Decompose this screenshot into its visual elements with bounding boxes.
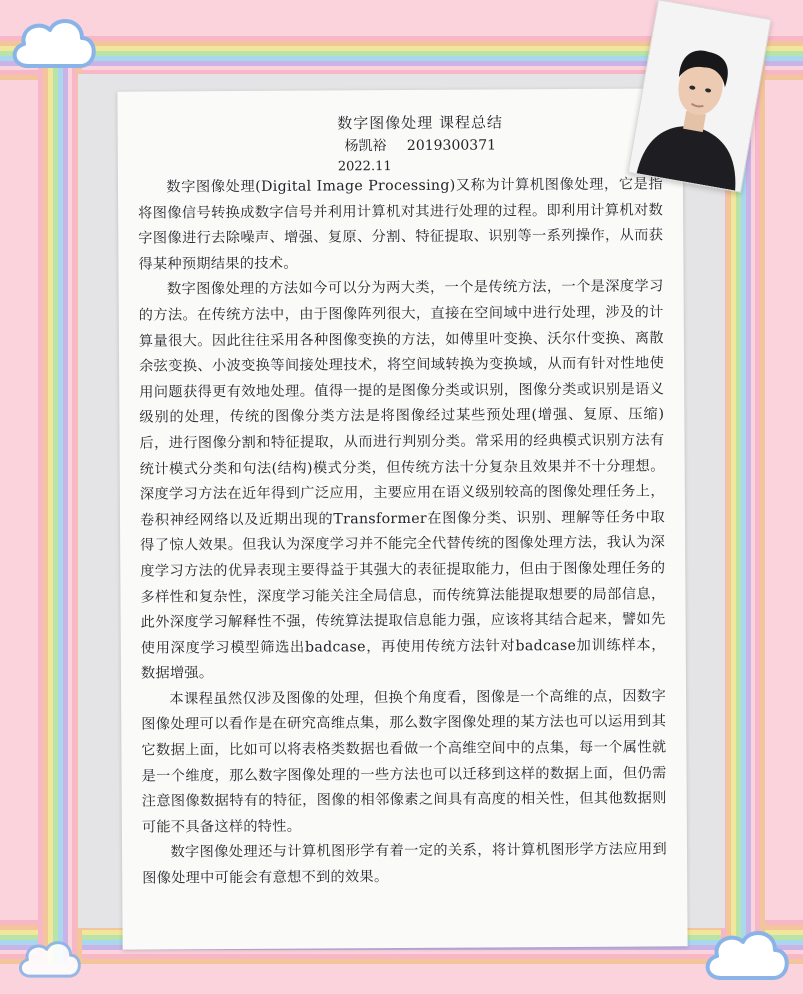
paragraph-1: 数字图像处理(Digital Image Processing)又称为计算机图像处理，它是指将图像信号转换成数字信号并利用计算机对其进行处理的过程。即利用计算机对数字图像进行去除噪声、增强、复原、分割、特征提取、识别等一系列操作，从而获得某种预期结果的技术。	[138, 176, 664, 273]
handwritten-paper	[117, 88, 687, 949]
paragraph-3: 本课程虽然仅涉及图像的处理，但换个角度看，图像是一个高维的点，因数字图像处理可以看作是在研究高维点集，那么数字图像处理的某方法也可以运用到其它数据上面，比如可以将表格类数据也看做一个高维空间中的点集，每一个属性就是一个维度，那么数字图像处理的一些方法也可以迁移到这样的数据上面，但仍需注意图像数据特有的特征，图像的相邻像素之间具有高度的相关性，但其他数据则可能不具备这样的特性。	[141, 688, 667, 836]
cloud-icon	[14, 934, 84, 984]
document-date: 2022.11	[337, 159, 392, 175]
paragraph-2: 数字图像处理的方法如今可以分为两大类，一个是传统方法，一个是深度学习的方法。在传统方法中，由于图像阵列很大，直接在空间域中进行处理，涉及的计算量很大。因此往往采用各种图像变换的方法，如傅里叶变换、沃尔什变换、离散余弦变换、小波变换等间接处理技术，将空间域转换为变换域，从而有针对性地使用问题获得更有效地处理。值得一提的是图像分类或识别，图像分类或识别是语义级别的处理，传统的图像分类方法是将图像经过某些预处理(增强、复原、压缩)后，进行图像分割和特征提取，从而进行判别分类。常采用的经典模式识别方法有统计模式分类和句法(结构)模式分类，但传统方法十分复杂且效果并不十分理想。深度学习方法在近年得到广泛应用，主要应用在语义级别较高的图像处理任务上，卷积神经网络以及近期出现的Transformer在图像分类、识别、理解等任务中取得了惊人效果。但我认为深度学习并不能完全代替传统的图像处理方法，我认为深度学习方法的优异表现主要得益于其强大的表征提取能力，但由于图像处理任务的多样性和复杂性，深度学习能关注全局信息，而传统算法能提取想要的局部信息，此外深度学习解释性不强，传统算法提取信息能力强，应该将其结合起来，譬如先使用深度学习模型筛选出badcase，再使用传统方法针对badcase加训练样本，数据增强。	[138, 278, 666, 682]
author-name: 杨凯裕	[344, 138, 387, 155]
rainbow-frame-left	[38, 36, 82, 964]
document-title: 数字图像处理 课程总结	[337, 113, 504, 133]
cloud-icon	[6, 10, 100, 76]
paragraph-4: 数字图像处理还与计算机图形学有着一定的关系，将计算机图形学方法应用到图像处理中可能会有意想不到的效果。	[142, 841, 668, 887]
student-id: 2019300371	[406, 137, 497, 154]
cloud-icon	[699, 922, 793, 988]
author-line	[178, 133, 663, 156]
